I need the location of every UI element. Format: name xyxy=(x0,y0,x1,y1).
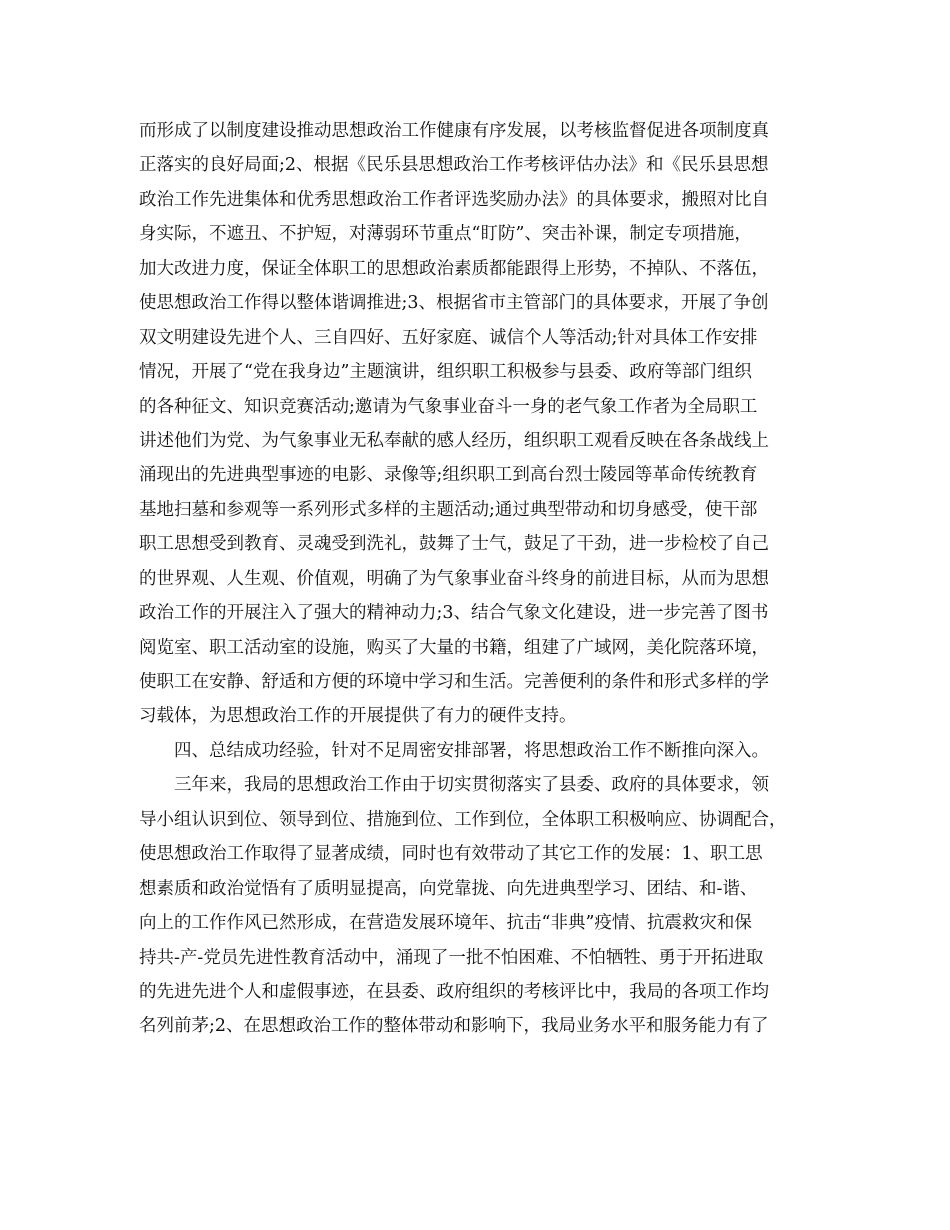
text-line: 职工思想受到教育、灵魂受到洗礼，鼓舞了士气，鼓足了干劲，进一步检校了自己 xyxy=(139,534,769,555)
text-line: 的先进先进个人和虚假事迹，在县委、政府组织的考核评比中，我局的各项工作均 xyxy=(139,981,769,1002)
text-line: 身实际，不遮丑、不护短，对薄弱环节重点“盯防”、突击补课，制定专项措施， xyxy=(139,224,752,245)
text-line: 而形成了以制度建设推动思想政治工作健康有序发展，以考核监督促进各项制度真 xyxy=(139,121,769,141)
text-line: 加大改进力度，保证全体职工的思想政治素质都能跟得上形势，不掉队、不落伍， xyxy=(139,258,769,279)
text-line: 想素质和政治觉悟有了质明显提高，向党靠拢、向先进典型学习、团结、和-谐、 xyxy=(139,878,758,899)
text-line: 正落实的良好局面;2、根据《民乐县思想政治工作考核评估办法》和《民乐县思想 xyxy=(139,155,769,176)
text-line: 持共-产-党员先进性教育活动中，涌现了一批不怕困难、不怕牺牲、勇于开拓进取 xyxy=(139,947,764,968)
text-line: 双文明建设先进个人、三自四好、五好家庭、诚信个人等活动;针对具体工作安排 xyxy=(139,327,758,348)
text-line: 的世界观、人生观、价值观，明确了为气象事业奋斗终身的前进目标，从而为思想 xyxy=(139,568,769,589)
text-line: 使思想政治工作取得了显著成绩，同时也有效带动了其它工作的发展：1、职工思 xyxy=(139,844,763,865)
body-text xyxy=(139,114,839,1044)
text-line: 名列前茅;2、在思想政治工作的整体带动和影响下，我局业务水平和服务能力有了 xyxy=(139,1016,769,1037)
text-line: 政治工作先进集体和优秀思想政治工作者评选奖励办法》的具体要求，搬照对比自 xyxy=(139,189,769,210)
text-line: 情况，开展了“党在我身边”主题演讲，组织职工积极参与县委、政府等部门组织 xyxy=(139,362,752,383)
text-line: 导小组认识到位、领导到位、措施到位、工作到位，全体职工积极响应、协调配合， xyxy=(139,809,787,830)
text-line: 基地扫墓和参观等一系列形式多样的主题活动;通过典型带动和切身感受，使干部 xyxy=(139,499,758,520)
text-line: 向上的工作作风已然形成，在营造发展环境年、抗击“非典”疫情、抗震救灾和保 xyxy=(139,913,752,934)
text-line: 习载体，为思想政治工作的开展提供了有力的硬件支持。 xyxy=(139,706,577,727)
text-line: 政治工作的开展注入了强大的精神动力;3、结合气象文化建设，进一步完善了图书 xyxy=(139,603,769,624)
text-line: 使职工在安静、舒适和方便的环境中学习和生活。完善便利的条件和形式多样的学 xyxy=(139,672,769,692)
paragraph-start: 三年来，我局的思想政治工作由于切实贯彻落实了县委、政府的具体要求，领 xyxy=(174,775,769,796)
text-line: 讲述他们为党、为气象事业无私奉献的感人经历，组织职工观看反映在各条战线上 xyxy=(139,430,769,451)
text-line: 阅览室、职工活动室的设施，购买了大量的书籍，组建了广域网，美化院落环境， xyxy=(139,637,769,658)
section-heading: 四、总结成功经验，针对不足周密安排部署，将思想政治工作不断推向深入。 xyxy=(174,740,769,761)
text-line: 涌现出的先进典型事迹的电影、录像等;组织职工到高台烈士陵园等革命传统教育 xyxy=(139,465,758,486)
text-line: 的各种征文、知识竞赛活动;邀请为气象事业奋斗一身的老气象工作者为全局职工 xyxy=(139,396,758,417)
text-line: 使思想政治工作得以整体谐调推进;3、根据省市主管部门的具体要求，开展了争创 xyxy=(139,293,769,314)
